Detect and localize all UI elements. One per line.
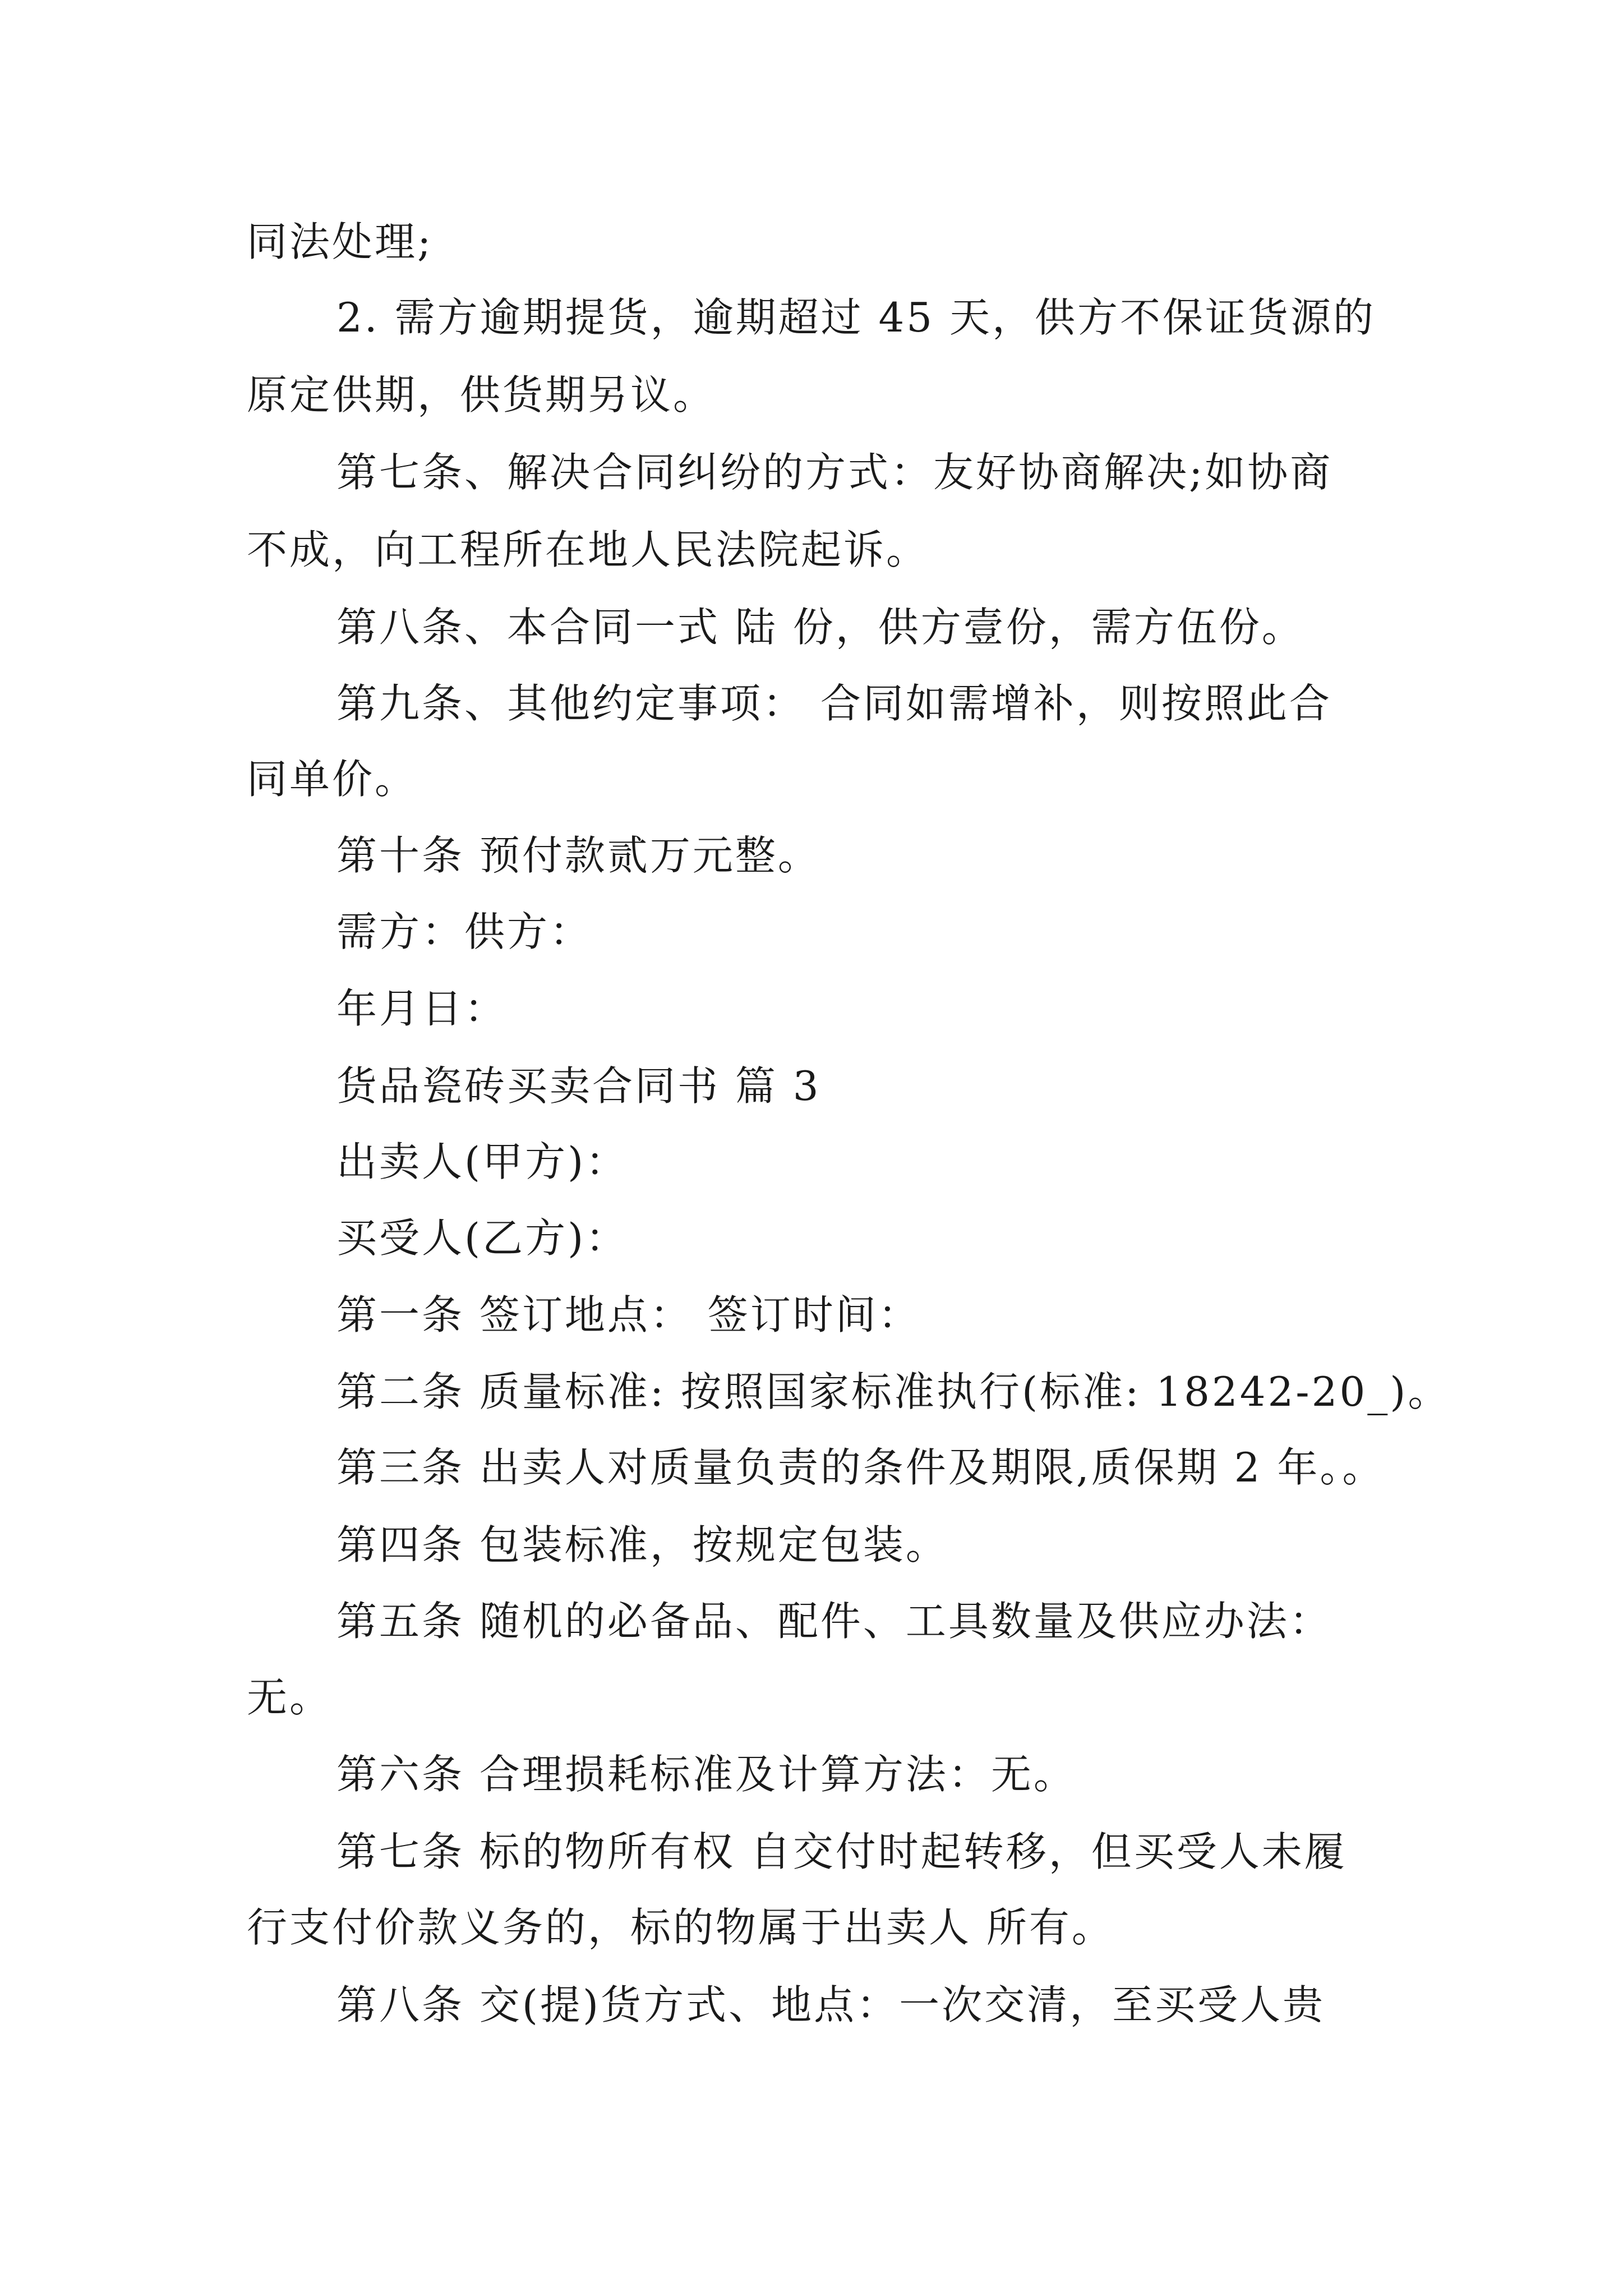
text-line-clause-3: 第三条 出卖人对质量负责的条件及期限,质保期 2 年。。 [336, 1444, 1385, 1491]
text-line-clause-4: 第四条 包装标准，按规定包装。 [336, 1521, 948, 1568]
text-line-clause-2: 第二条 质量标准: 按照国家标准执行(标准: 18242-20_)。 [336, 1368, 1451, 1415]
text-line-article-7: 第七条、解决合同纠纷的方式：友好协商解决;如协商 [336, 449, 1333, 496]
text-line-article-9: 第九条、其他约定事项： 合同如需增补，则按照此合 [336, 680, 1332, 727]
text-line-signatories: 需方：供方： [336, 908, 593, 955]
text-line-clause-6: 第六条 合理损耗标准及计算方法：无。 [336, 1751, 1076, 1798]
text-line-article-8: 第八条、本合同一式 陆 份，供方壹份，需方伍份。 [336, 604, 1304, 651]
text-line-article-10: 第十条 预付款贰万元整。 [336, 832, 820, 879]
text-line-continuation-1: 同法处理; [247, 218, 434, 265]
text-line-date: 年月日： [336, 985, 508, 1032]
text-line-seller: 出卖人(甲方)： [336, 1138, 629, 1185]
text-line-clause-5: 第五条 随机的必备品、配件、工具数量及供应办法： [336, 1598, 1332, 1645]
text-line-clause-1: 第一条 签订地点： 签订时间： [336, 1291, 921, 1338]
text-line-continuation-3: 不成，向工程所在地人民法院起诉。 [247, 526, 929, 573]
text-line-clause-7: 第七条 标的物所有权 自交付时起转移，但买受人未履 [336, 1828, 1347, 1875]
text-line-continuation-2: 原定供期，供货期另议。 [247, 371, 716, 418]
text-line-buyer: 买受人(乙方)： [336, 1214, 629, 1262]
text-line-continuation-6: 行支付价款义务的，标的物属于出卖人 所有。 [247, 1904, 1114, 1951]
text-line-continuation-5: 无。 [247, 1674, 333, 1721]
text-line-clause-8: 第八条 交(提)货方式、地点：一次交清，至买受人贵 [336, 1981, 1326, 2028]
text-line-item-2: 2. 需方逾期提货，逾期超过 45 天，供方不保证货源的 [336, 294, 1376, 341]
section-heading: 货品瓷砖买卖合同书 篇 3 [336, 1062, 821, 1110]
text-line-continuation-4: 同单价。 [247, 756, 418, 803]
